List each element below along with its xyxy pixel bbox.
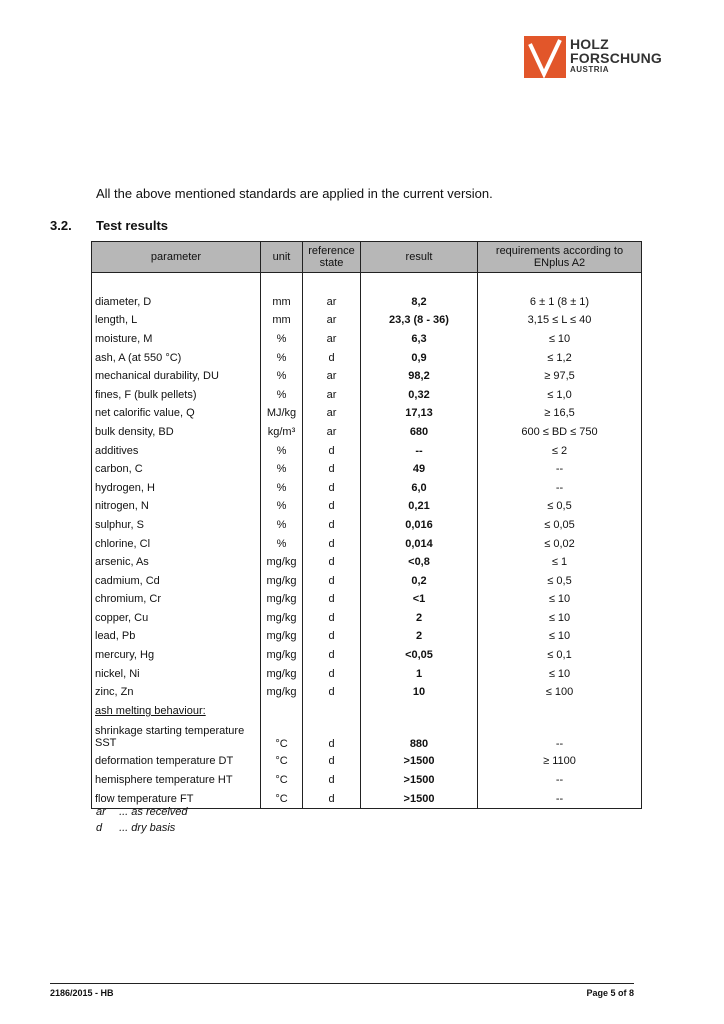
unit-cell: % xyxy=(261,516,303,535)
unit-cell: kg/m³ xyxy=(261,423,303,442)
table-row xyxy=(92,498,642,517)
ash-melting-heading-row xyxy=(92,702,642,721)
reference-state-cell: d xyxy=(303,683,361,702)
parameter-cell: hydrogen, H xyxy=(92,479,261,498)
result-cell: >1500 xyxy=(361,753,478,772)
unit-cell: % xyxy=(261,367,303,386)
table-row xyxy=(92,609,642,628)
legend-key: ar xyxy=(96,806,106,818)
result-cell: 8,2 xyxy=(361,293,478,312)
holzforschung-logo xyxy=(524,36,674,78)
reference-state-cell: ar xyxy=(303,367,361,386)
requirement-cell: ≤ 1 xyxy=(478,553,642,572)
reference-state-cell: d xyxy=(303,498,361,517)
footer-report-number: 2186/2015 - HB xyxy=(50,988,114,998)
ash-melting-heading: ash melting behaviour: xyxy=(95,704,206,717)
result-cell: >1500 xyxy=(361,771,478,790)
result-cell: 0,014 xyxy=(361,535,478,554)
requirement-cell: ≤ 1,0 xyxy=(478,386,642,405)
requirement-cell: ≤ 100 xyxy=(478,683,642,702)
parameter-cell: mechanical durability, DU xyxy=(92,367,261,386)
table-row xyxy=(92,572,642,591)
table-body xyxy=(92,273,642,809)
spacer-row xyxy=(92,273,642,294)
result-cell: 880 xyxy=(361,721,478,753)
result-cell: 10 xyxy=(361,683,478,702)
result-cell: 6,0 xyxy=(361,479,478,498)
parameter-cell: fines, F (bulk pellets) xyxy=(92,386,261,405)
table-row xyxy=(92,721,642,753)
reference-state-cell: d xyxy=(303,460,361,479)
table-row xyxy=(92,628,642,647)
unit-cell: °C xyxy=(261,771,303,790)
table-row xyxy=(92,665,642,684)
header-requirements: requirements according to ENplus A2 xyxy=(478,242,642,273)
parameter-cell: hemisphere temperature HT xyxy=(92,771,261,790)
parameter-cell: chlorine, Cl xyxy=(92,535,261,554)
unit-cell: % xyxy=(261,349,303,368)
table-row xyxy=(92,442,642,461)
unit-cell: % xyxy=(261,498,303,517)
unit-cell: mg/kg xyxy=(261,572,303,591)
parameter-cell: additives xyxy=(92,442,261,461)
header-result: result xyxy=(361,242,478,273)
test-results-table xyxy=(91,241,642,809)
result-cell: 98,2 xyxy=(361,367,478,386)
table-row xyxy=(92,771,642,790)
parameter-cell: nitrogen, N xyxy=(92,498,261,517)
result-cell: 0,32 xyxy=(361,386,478,405)
result-cell: <1 xyxy=(361,591,478,610)
requirement-cell: -- xyxy=(478,790,642,809)
table-row xyxy=(92,553,642,572)
reference-state-cell: d xyxy=(303,553,361,572)
parameter-cell: diameter, D xyxy=(92,293,261,312)
result-cell: 680 xyxy=(361,423,478,442)
reference-state-cell: ar xyxy=(303,405,361,424)
reference-state-cell: ar xyxy=(303,312,361,331)
requirement-cell: ≤ 0,05 xyxy=(478,516,642,535)
table-row xyxy=(92,349,642,368)
requirement-cell: ≤ 2 xyxy=(478,442,642,461)
requirement-cell: 6 ± 1 (8 ± 1) xyxy=(478,293,642,312)
legend-text: ... as received xyxy=(119,806,188,818)
header-unit: unit xyxy=(261,242,303,273)
table-row xyxy=(92,367,642,386)
intro-text: All the above mentioned standards are applied in the current version. xyxy=(96,186,493,201)
footer-divider xyxy=(50,983,634,984)
parameter-cell: deformation temperature DT xyxy=(92,753,261,772)
requirement-cell: -- xyxy=(478,460,642,479)
reference-state-cell: d xyxy=(303,665,361,684)
table-row xyxy=(92,535,642,554)
unit-cell: °C xyxy=(261,721,303,753)
unit-cell: % xyxy=(261,535,303,554)
requirement-cell: -- xyxy=(478,721,642,753)
requirement-cell: ≥ 1100 xyxy=(478,753,642,772)
reference-state-cell: d xyxy=(303,479,361,498)
requirement-cell: ≤ 0,1 xyxy=(478,646,642,665)
requirement-cell: ≤ 10 xyxy=(478,330,642,349)
table-row xyxy=(92,516,642,535)
table-row xyxy=(92,460,642,479)
unit-cell: °C xyxy=(261,790,303,809)
requirement-cell: ≤ 10 xyxy=(478,665,642,684)
parameter-cell: shrinkage starting temperature SST xyxy=(92,721,261,753)
parameter-cell: arsenic, As xyxy=(92,553,261,572)
unit-cell: % xyxy=(261,442,303,461)
logo-line-1: HOLZ xyxy=(570,36,609,52)
reference-state-cell: d xyxy=(303,609,361,628)
result-cell: <0,8 xyxy=(361,553,478,572)
unit-cell: °C xyxy=(261,753,303,772)
header-reference-state: reference state xyxy=(303,242,361,273)
parameter-cell: zinc, Zn xyxy=(92,683,261,702)
reference-state-cell: ar xyxy=(303,330,361,349)
legend-text: ... dry basis xyxy=(119,822,176,834)
requirement-cell: ≤ 10 xyxy=(478,591,642,610)
parameter-cell: sulphur, S xyxy=(92,516,261,535)
reference-state-cell: d xyxy=(303,721,361,753)
result-cell: 2 xyxy=(361,628,478,647)
unit-cell: % xyxy=(261,386,303,405)
requirement-cell: 600 ≤ BD ≤ 750 xyxy=(478,423,642,442)
table-row xyxy=(92,312,642,331)
parameter-cell: nickel, Ni xyxy=(92,665,261,684)
requirement-cell: ≥ 97,5 xyxy=(478,367,642,386)
parameter-cell: carbon, C xyxy=(92,460,261,479)
legend xyxy=(96,804,188,836)
reference-state-cell: d xyxy=(303,646,361,665)
table-row xyxy=(92,646,642,665)
legend-key: d xyxy=(96,822,103,834)
unit-cell: mg/kg xyxy=(261,665,303,684)
reference-state-cell: d xyxy=(303,771,361,790)
unit-cell: % xyxy=(261,460,303,479)
result-cell: 17,13 xyxy=(361,405,478,424)
table-row xyxy=(92,386,642,405)
reference-state-cell: d xyxy=(303,591,361,610)
parameter-cell: length, L xyxy=(92,312,261,331)
reference-state-cell: d xyxy=(303,753,361,772)
table-row xyxy=(92,423,642,442)
result-cell: 0,21 xyxy=(361,498,478,517)
result-cell: >1500 xyxy=(361,790,478,809)
unit-cell: mg/kg xyxy=(261,609,303,628)
result-cell: 6,3 xyxy=(361,330,478,349)
unit-cell: mm xyxy=(261,293,303,312)
requirement-cell: ≤ 10 xyxy=(478,609,642,628)
logo-line-3: AUSTRIA xyxy=(570,65,610,74)
parameter-cell: cadmium, Cd xyxy=(92,572,261,591)
table-row xyxy=(92,683,642,702)
parameter-cell: lead, Pb xyxy=(92,628,261,647)
reference-state-cell: d xyxy=(303,790,361,809)
parameter-cell: flow temperature FT xyxy=(92,790,261,809)
parameter-cell: ash, A (at 550 °C) xyxy=(92,349,261,368)
table-row xyxy=(92,330,642,349)
table-row xyxy=(92,405,642,424)
unit-cell: mg/kg xyxy=(261,553,303,572)
section-number: 3.2. xyxy=(50,218,72,233)
requirement-cell: ≤ 10 xyxy=(478,628,642,647)
parameter-cell: bulk density, BD xyxy=(92,423,261,442)
result-cell: 23,3 (8 - 36) xyxy=(361,312,478,331)
parameter-cell: chromium, Cr xyxy=(92,591,261,610)
unit-cell: mg/kg xyxy=(261,628,303,647)
unit-cell: mg/kg xyxy=(261,683,303,702)
requirement-cell: -- xyxy=(478,771,642,790)
reference-state-cell: d xyxy=(303,572,361,591)
header-parameter: parameter xyxy=(92,242,261,273)
result-cell: 0,9 xyxy=(361,349,478,368)
result-cell: 0,016 xyxy=(361,516,478,535)
unit-cell: % xyxy=(261,330,303,349)
requirement-cell: -- xyxy=(478,479,642,498)
unit-cell: mm xyxy=(261,312,303,331)
logo-line-2: FORSCHUNG xyxy=(570,50,663,66)
requirement-cell: ≤ 0,02 xyxy=(478,535,642,554)
unit-cell: mg/kg xyxy=(261,646,303,665)
table-row xyxy=(92,591,642,610)
requirement-cell: ≥ 16,5 xyxy=(478,405,642,424)
unit-cell: % xyxy=(261,479,303,498)
result-cell: <0,05 xyxy=(361,646,478,665)
table-row xyxy=(92,293,642,312)
reference-state-cell: d xyxy=(303,442,361,461)
reference-state-cell: d xyxy=(303,628,361,647)
result-cell: 2 xyxy=(361,609,478,628)
table-row xyxy=(92,479,642,498)
footer-page-number: Page 5 of 8 xyxy=(586,988,634,998)
requirement-cell: ≤ 0,5 xyxy=(478,572,642,591)
requirement-cell: ≤ 1,2 xyxy=(478,349,642,368)
reference-state-cell: ar xyxy=(303,386,361,405)
reference-state-cell: d xyxy=(303,349,361,368)
parameter-cell: net calorific value, Q xyxy=(92,405,261,424)
unit-cell: MJ/kg xyxy=(261,405,303,424)
parameter-cell: mercury, Hg xyxy=(92,646,261,665)
logo-text xyxy=(570,37,662,74)
reference-state-cell: ar xyxy=(303,423,361,442)
reference-state-cell: d xyxy=(303,516,361,535)
reference-state-cell: d xyxy=(303,535,361,554)
result-cell: 1 xyxy=(361,665,478,684)
result-cell: -- xyxy=(361,442,478,461)
unit-cell: mg/kg xyxy=(261,591,303,610)
table-header-row xyxy=(92,242,642,273)
result-cell: 0,2 xyxy=(361,572,478,591)
logo-mark-icon xyxy=(524,36,566,78)
table-row xyxy=(92,753,642,772)
requirement-cell: 3,15 ≤ L ≤ 40 xyxy=(478,312,642,331)
legend-item xyxy=(96,804,188,820)
result-cell: 49 xyxy=(361,460,478,479)
section-title: Test results xyxy=(96,218,169,233)
legend-item xyxy=(96,820,188,836)
reference-state-cell: ar xyxy=(303,293,361,312)
parameter-cell: moisture, M xyxy=(92,330,261,349)
requirement-cell: ≤ 0,5 xyxy=(478,498,642,517)
parameter-cell: copper, Cu xyxy=(92,609,261,628)
